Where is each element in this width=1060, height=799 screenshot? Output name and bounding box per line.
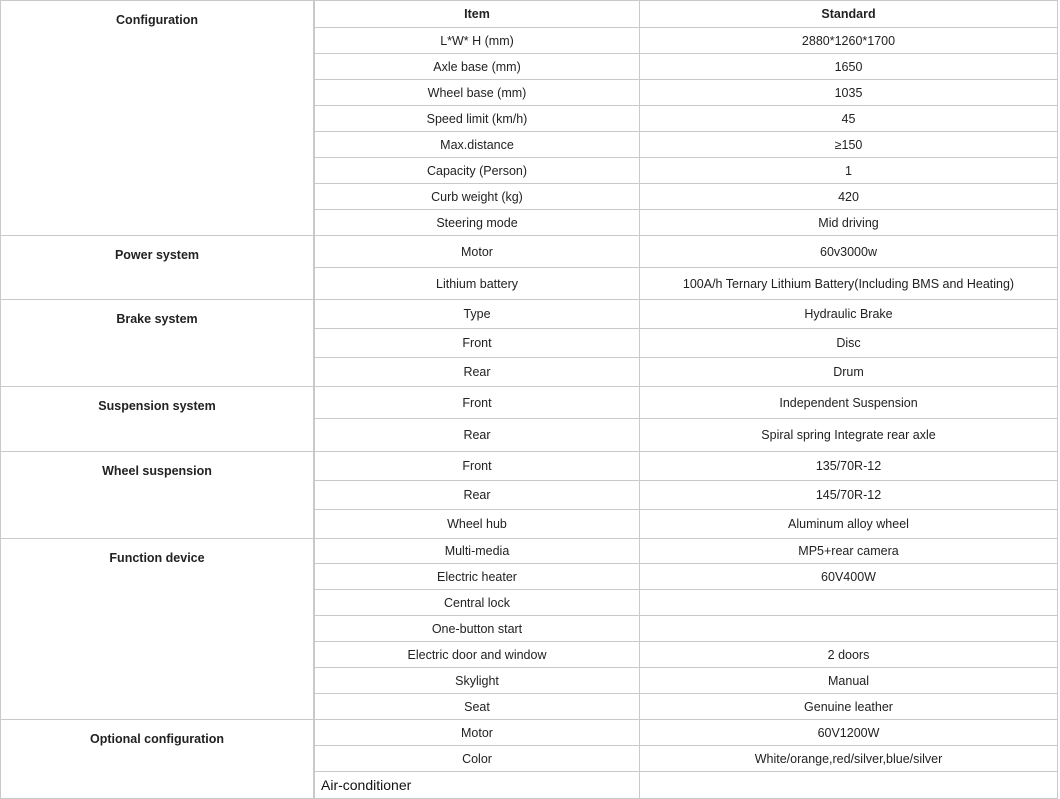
item-cell: Electric door and window	[314, 642, 640, 668]
standard-cell: 145/70R-12	[640, 481, 1058, 510]
group-label: Configuration	[0, 0, 314, 236]
item-cell: Motor	[314, 236, 640, 268]
standard-cell: 420	[640, 184, 1058, 210]
standard-cell: Disc	[640, 329, 1058, 358]
item-cell: Central lock	[314, 590, 640, 616]
item-cell: L*W* H (mm)	[314, 28, 640, 54]
standard-cell: 60V400W	[640, 564, 1058, 590]
item-cell: Rear	[314, 419, 640, 452]
standard-cell	[640, 772, 1058, 799]
item-cell: One-button start	[314, 616, 640, 642]
standard-cell: 45	[640, 106, 1058, 132]
standard-cell: 1	[640, 158, 1058, 184]
item-cell: Multi-media	[314, 539, 640, 564]
item-cell: Wheel hub	[314, 510, 640, 539]
standard-cell: Mid driving	[640, 210, 1058, 236]
standard-cell: Aluminum alloy wheel	[640, 510, 1058, 539]
group-label: Optional configuration	[0, 720, 314, 799]
item-cell: Wheel base (mm)	[314, 80, 640, 106]
standard-cell: White/orange,red/silver,blue/silver	[640, 746, 1058, 772]
standard-cell: ≥150	[640, 132, 1058, 158]
standard-cell: 2 doors	[640, 642, 1058, 668]
group-label: Power system	[0, 236, 314, 300]
item-cell: Motor	[314, 720, 640, 746]
item-cell: Skylight	[314, 668, 640, 694]
standard-cell: Genuine leather	[640, 694, 1058, 720]
standard-cell: MP5+rear camera	[640, 539, 1058, 564]
group-label: Function device	[0, 539, 314, 720]
item-cell: Rear	[314, 358, 640, 387]
standard-cell: Manual	[640, 668, 1058, 694]
item-cell: Max.distance	[314, 132, 640, 158]
standard-cell: 135/70R-12	[640, 452, 1058, 481]
group-label: Wheel suspension	[0, 452, 314, 539]
standard-cell: 2880*1260*1700	[640, 28, 1058, 54]
item-cell: Front	[314, 387, 640, 419]
standard-cell: Independent Suspension	[640, 387, 1058, 419]
item-cell: Electric heater	[314, 564, 640, 590]
item-cell: Curb weight (kg)	[314, 184, 640, 210]
standard-cell: 60V1200W	[640, 720, 1058, 746]
item-cell: Axle base (mm)	[314, 54, 640, 80]
item-cell: Speed limit (km/h)	[314, 106, 640, 132]
standard-cell: Hydraulic Brake	[640, 300, 1058, 329]
item-cell: Color	[314, 746, 640, 772]
item-cell: Seat	[314, 694, 640, 720]
standard-cell: Drum	[640, 358, 1058, 387]
item-cell: Capacity (Person)	[314, 158, 640, 184]
standard-cell: Spiral spring Integrate rear axle	[640, 419, 1058, 452]
standard-cell	[640, 590, 1058, 616]
standard-cell: 1650	[640, 54, 1058, 80]
standard-cell	[640, 616, 1058, 642]
item-cell: Steering mode	[314, 210, 640, 236]
item-cell: Front	[314, 452, 640, 481]
item-cell: Lithium battery	[314, 268, 640, 300]
item-cell: Type	[314, 300, 640, 329]
item-cell: Front	[314, 329, 640, 358]
item-cell: Rear	[314, 481, 640, 510]
header-item: Item	[314, 0, 640, 28]
standard-cell: 100A/h Ternary Lithium Battery(Including BMS and Heating)	[640, 268, 1058, 300]
standard-cell: 60v3000w	[640, 236, 1058, 268]
group-label: Suspension system	[0, 387, 314, 452]
header-standard: Standard	[640, 0, 1058, 28]
standard-cell: 1035	[640, 80, 1058, 106]
item-cell: Air-conditioner	[314, 772, 640, 799]
group-label: Brake system	[0, 300, 314, 387]
